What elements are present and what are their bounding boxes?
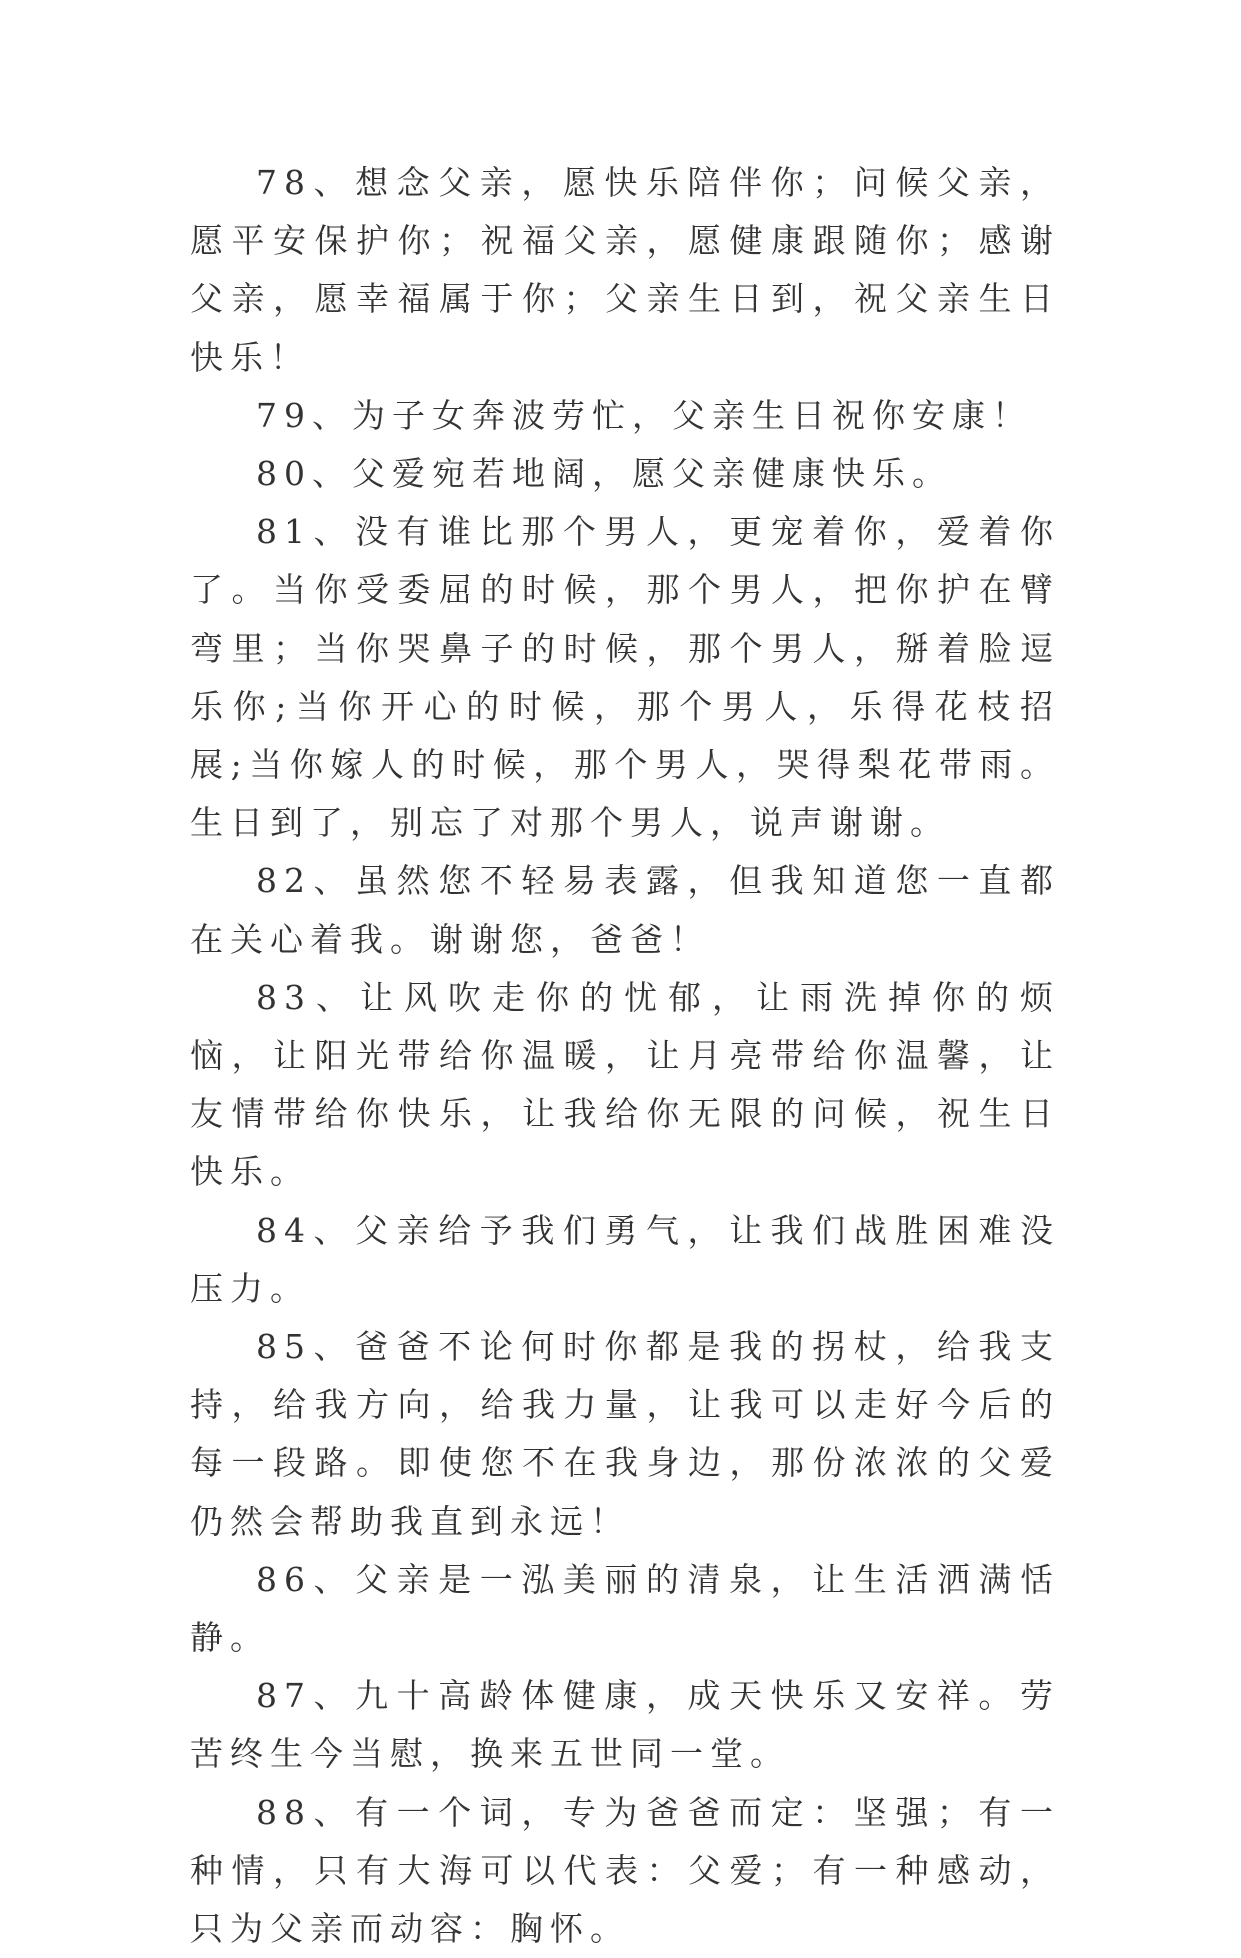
paragraph-84: 84、父亲给予我们勇气，让我们战胜困难没压力。 bbox=[190, 1210, 1060, 1308]
paragraph-87: 87、九十高龄体健康，成天快乐又安祥。劳苦终生今当慰，换来五世同一堂。 bbox=[190, 1676, 1060, 1774]
paragraph-83: 83、让风吹走你的忧郁，让雨洗掉你的烦恼，让阳光带给你温暖，让月亮带给你温馨，让友情带给你快乐，让我给你无限的问候，祝生日快乐。 bbox=[190, 977, 1060, 1192]
paragraph-79: 79、为子女奔波劳忙，父亲生日祝你安康！ bbox=[256, 395, 1032, 435]
paragraph-78: 78、想念父亲，愿快乐陪伴你；问候父亲，愿平安保护你；祝福父亲，愿健康跟随你；感谢父亲，愿幸福属于你；父亲生日到，祝父亲生日快乐！ bbox=[190, 163, 1060, 377]
paragraph-82: 82、虽然您不轻易表露，但我知道您一直都在关心着我。谢谢您，爸爸！ bbox=[190, 861, 1060, 959]
paragraph-86: 86、父亲是一泓美丽的清泉，让生活洒满恬静。 bbox=[190, 1559, 1060, 1658]
paragraph-80: 80、父爱宛若地阔，愿父亲健康快乐。 bbox=[256, 454, 952, 494]
paragraph-81: 81、没有谁比那个男人，更宠着你，爱着你了。当你受委屈的时候，那个男人，把你护在臂弯里；当你哭鼻子的时候，那个男人，掰着脸逗乐你;当你开心的时候，那个男人，乐得花枝招展;当你嫁人的时候，那个男人，哭得梨花带雨。生日到了，别忘了对那个男人，说声谢谢。 bbox=[190, 512, 1060, 843]
paragraph-85: 85、爸爸不论何时你都是我的拐杖，给我支持，给我方向，给我力量，让我可以走好今后的每一段路。即使您不在我身边，那份浓浓的父爱仍然会帮助我直到永远！ bbox=[190, 1327, 1060, 1541]
paragraph-88: 88、有一个词，专为爸爸而定：坚强；有一种情，只有大海可以代表：父爱；有一种感动，只为父亲而动容：胸怀。 bbox=[190, 1792, 1060, 1949]
document-body bbox=[190, 154, 1060, 1958]
